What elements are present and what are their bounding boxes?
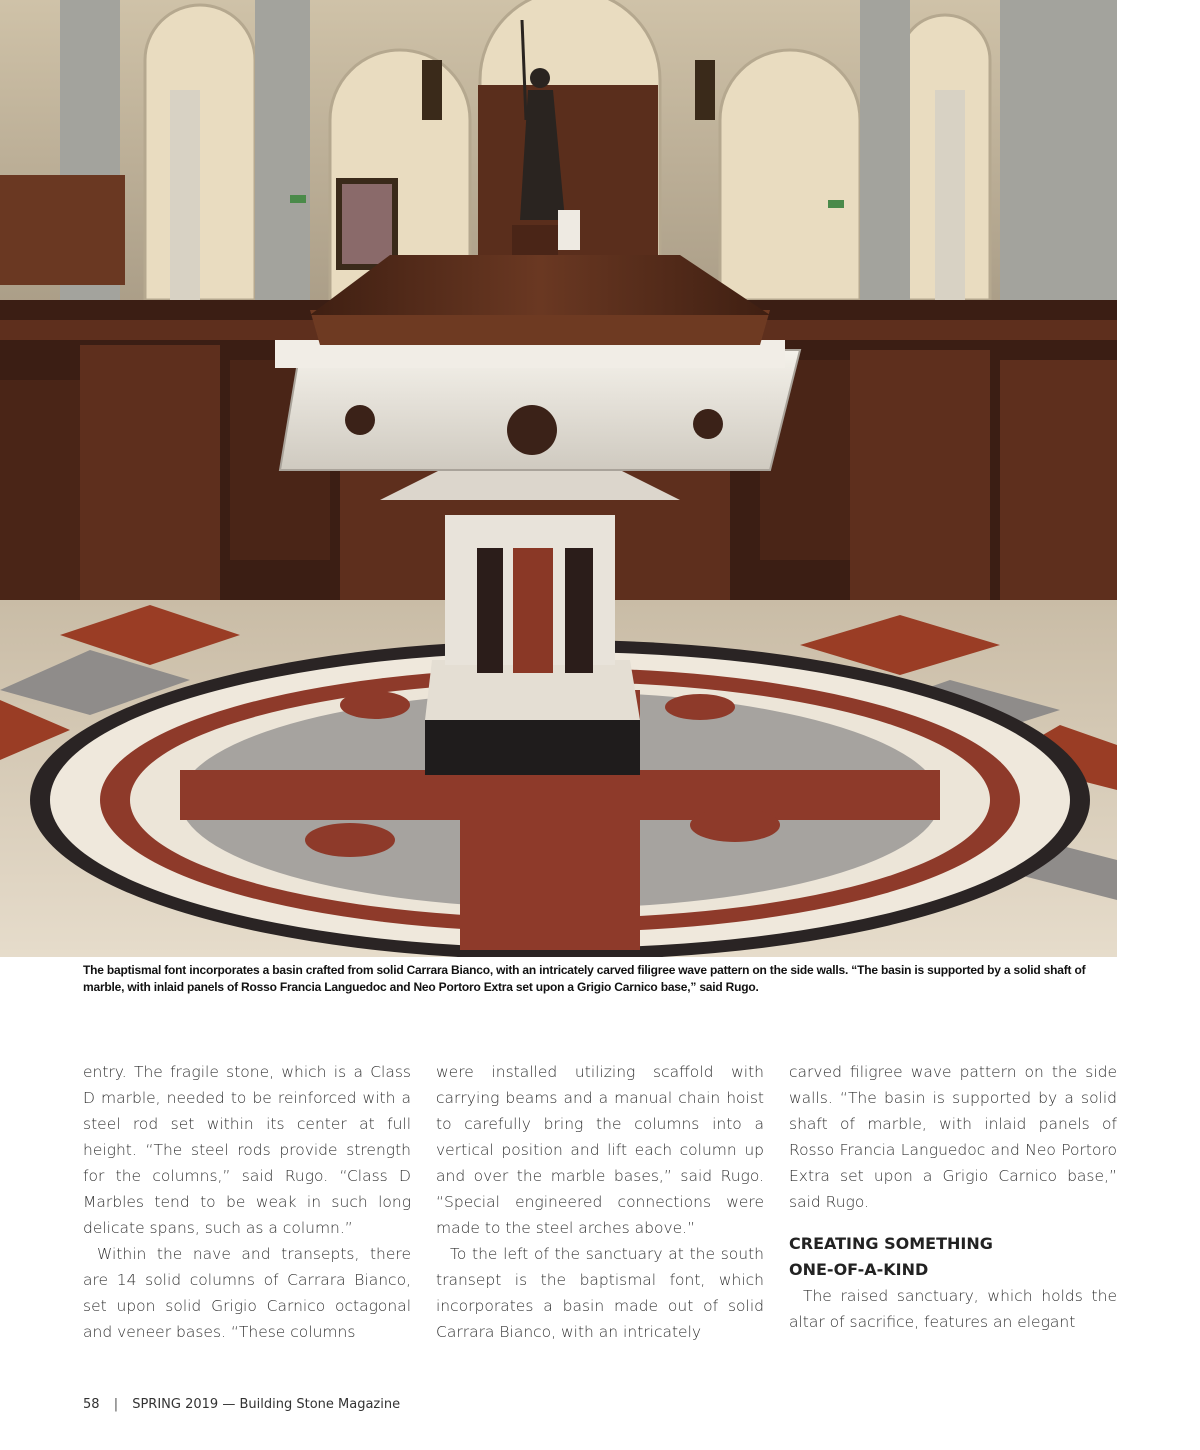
section-heading-line-1: CREATING SOMETHING	[789, 1234, 993, 1253]
paragraph: The raised sanctuary, which holds the altar of sacrifice, features an elegant	[789, 1287, 1117, 1331]
paragraph: carved filigree wave pattern on the side walls. “The basin is supported by a solid shaft of marble, with inlaid panels of Rosso Francia Languedoc and Neo Portoro Extra set upon a Grigio Carnico base,” said Rugo.	[789, 1063, 1117, 1211]
paragraph: were installed utilizing scaffold with carrying beams and a manual chain hoist to carefully bring the columns into a vertical position and lift each column up and over the marble bases,” said Rugo. “Special engineered connections were made to the steel arches above.”	[436, 1063, 764, 1237]
section-heading-line-2: ONE-OF-A-KIND	[789, 1260, 929, 1279]
paragraph: Within the nave and transepts, there are 14 solid columns of Carrara Bianco, set upon solid Grigio Carnico octagonal and veneer bases. “These columns	[83, 1245, 411, 1341]
article-column-1	[83, 1059, 411, 1345]
page-number: 58	[83, 1397, 100, 1412]
publication-name: — Building Stone Magazine	[222, 1397, 401, 1412]
footer-separator: |	[113, 1397, 119, 1412]
section-heading	[789, 1231, 1117, 1283]
photo-caption: The baptismal font incorporates a basin crafted from solid Carrara Bianco, with an intricately carved filigree wave pattern on the side walls. “The basin is supported by a solid shaft of marble, with inlaid panels of Rosso Francia Languedoc and Neo Portoro Extra set upon a Grigio Carnico base,” said Rugo.	[83, 963, 1086, 994]
paragraph: entry. The fragile stone, which is a Class D marble, needed to be reinforced with a steel rod set within its center at full height. “The steel rods provide strength for the columns,” said Rugo. “Class D Marbles tend to be weak in such long delicate spans, such as a column.”	[83, 1063, 411, 1237]
article-column-2	[436, 1059, 764, 1345]
paragraph: To the left of the sanctuary at the south transept is the baptismal font, which incorporates a basin made out of solid Carrara Bianco, with an intricately	[436, 1245, 764, 1341]
article-column-3	[789, 1059, 1117, 1335]
issue-label: SPRING 2019	[132, 1397, 219, 1412]
page-footer	[83, 1397, 400, 1412]
